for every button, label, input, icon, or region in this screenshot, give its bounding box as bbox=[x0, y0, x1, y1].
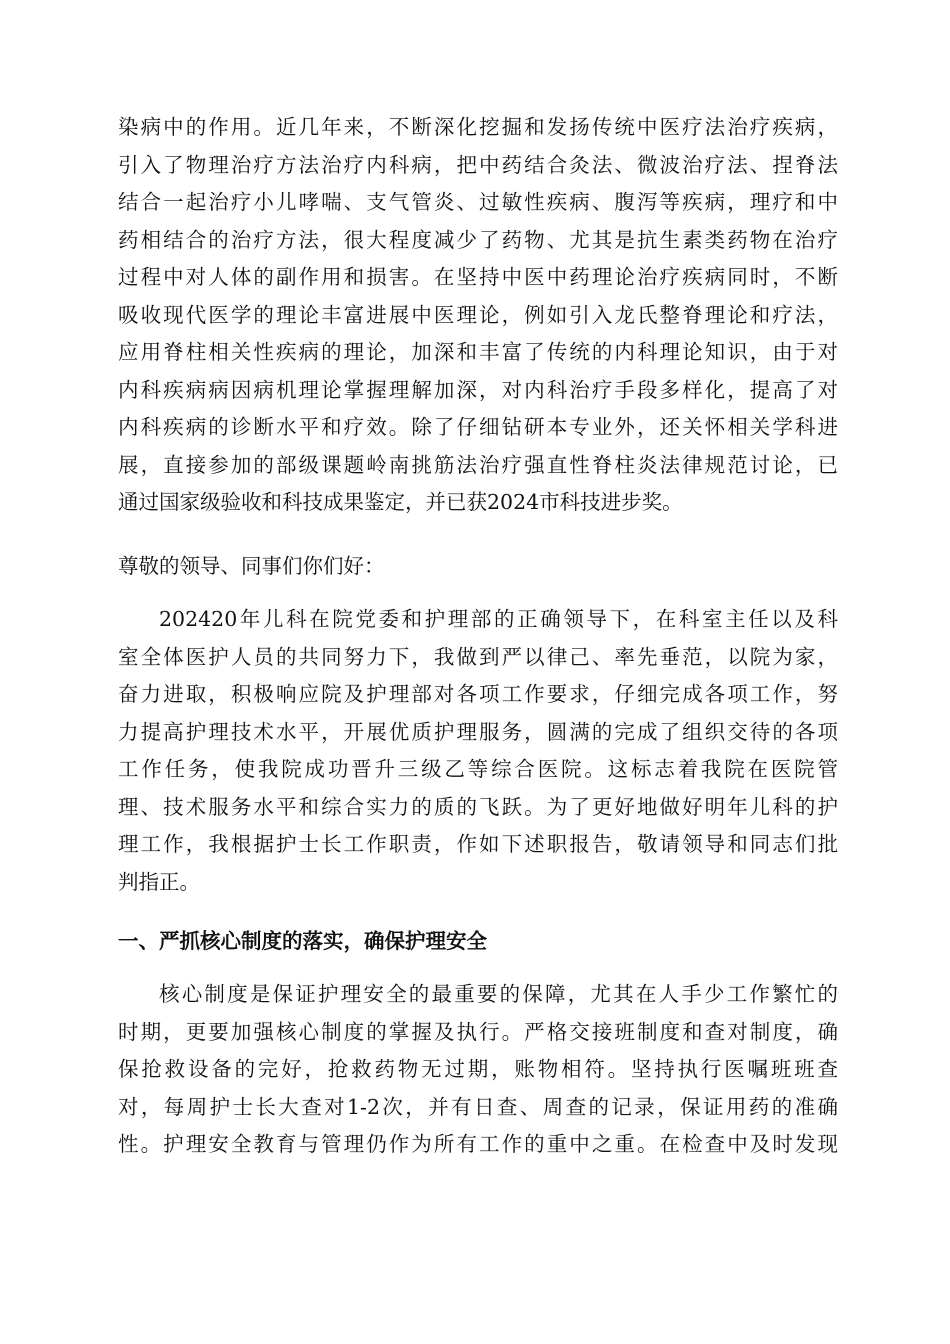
paragraph-line: 内科疾病的诊断水平和疗效。除了仔细钻研本专业外，还关怀相关学科进 bbox=[118, 415, 838, 439]
paragraph-line: 结合一起治疗小儿哮喘、支气管炎、过敏性疾病、腹泻等疾病，理疗和中 bbox=[118, 190, 838, 214]
greeting bbox=[118, 548, 838, 586]
paragraph-line: 过程中对人体的副作用和损害。在坚持中医中药理论治疗疾病同时，不断 bbox=[118, 265, 838, 289]
paragraph-line: 奋力进取，积极响应院及护理部对各项工作要求，仔细完成各项工作，努 bbox=[118, 682, 838, 706]
paragraph-line: 保抢救设备的完好，抢救药物无过期，账物相符。坚持执行医嘱班班查 bbox=[118, 1057, 838, 1081]
paragraph-line: 展，直接参加的部级课题岭南挑筋法治疗强直性脊柱炎法律规范讨论，已 bbox=[118, 452, 838, 477]
section-heading-text: 一、严抓核心制度的落实，确保护理安全 bbox=[118, 929, 487, 953]
paragraph-line: 应用脊柱相关性疾病的理论，加深和丰富了传统的内科理论知识，由于对 bbox=[118, 340, 838, 364]
paragraph-line: 室全体医护人员的共同努力下，我做到严以律己、率先垂范，以院为家， bbox=[118, 644, 838, 669]
paragraph-line: 工作任务，使我院成功晋升三级乙等综合医院。这标志着我院在医院管 bbox=[118, 757, 838, 781]
paragraph-line: 时期，更要加强核心制度的掌握及执行。严格交接班制度和查对制度，确 bbox=[118, 1019, 838, 1044]
paragraph-line: 202420年儿科在院党委和护理部的正确领导下，在科室主任以及科 bbox=[159, 607, 838, 631]
greeting-text: 尊敬的领导、同事们你们好： bbox=[118, 554, 385, 578]
paragraph-line: 理工作，我根据护士长工作职责，作如下述职报告，敬请领导和同志们批 bbox=[118, 832, 838, 856]
paragraph-line: 性。护理安全教育与管理仍作为所有工作的重中之重。在检查中及时发现 bbox=[118, 1132, 838, 1156]
paragraph-line: 理、技术服务水平和综合实力的质的飞跃。为了更好地做好明年儿科的护 bbox=[118, 794, 838, 819]
paragraph-line: 药相结合的治疗方法，很大程度减少了药物、尤其是抗生素类药物在治疗 bbox=[118, 227, 838, 252]
paragraph-line: 通过国家级验收和科技成果鉴定，并已获2024市科技进步奖。 bbox=[118, 490, 683, 514]
section-heading bbox=[118, 923, 838, 961]
paragraph-3 bbox=[118, 976, 838, 1164]
paragraph-line: 内科疾病病因病机理论掌握理解加深，对内科治疗手段多样化，提高了对 bbox=[118, 377, 838, 402]
paragraph-2 bbox=[118, 601, 838, 901]
paragraph-1 bbox=[118, 109, 838, 522]
paragraph-line: 吸收现代医学的理论丰富进展中医理论，例如引入龙氏整脊理论和疗法， bbox=[118, 302, 838, 327]
paragraph-line: 对，每周护士长大查对1-2次，并有日查、周查的记录，保证用药的准确 bbox=[118, 1094, 838, 1119]
paragraph-line: 力提高护理技术水平，开展优质护理服务，圆满的完成了组织交待的各项 bbox=[118, 719, 838, 744]
paragraph-line: 染病中的作用。近几年来，不断深化挖掘和发扬传统中医疗法治疗疾病， bbox=[118, 115, 838, 139]
paragraph-line: 判指正。 bbox=[118, 869, 200, 894]
paragraph-line: 引入了物理治疗方法治疗内科病，把中药结合灸法、微波治疗法、捏脊法 bbox=[118, 152, 838, 177]
paragraph-line: 核心制度是保证护理安全的最重要的保障，尤其在人手少工作繁忙的 bbox=[159, 982, 838, 1006]
